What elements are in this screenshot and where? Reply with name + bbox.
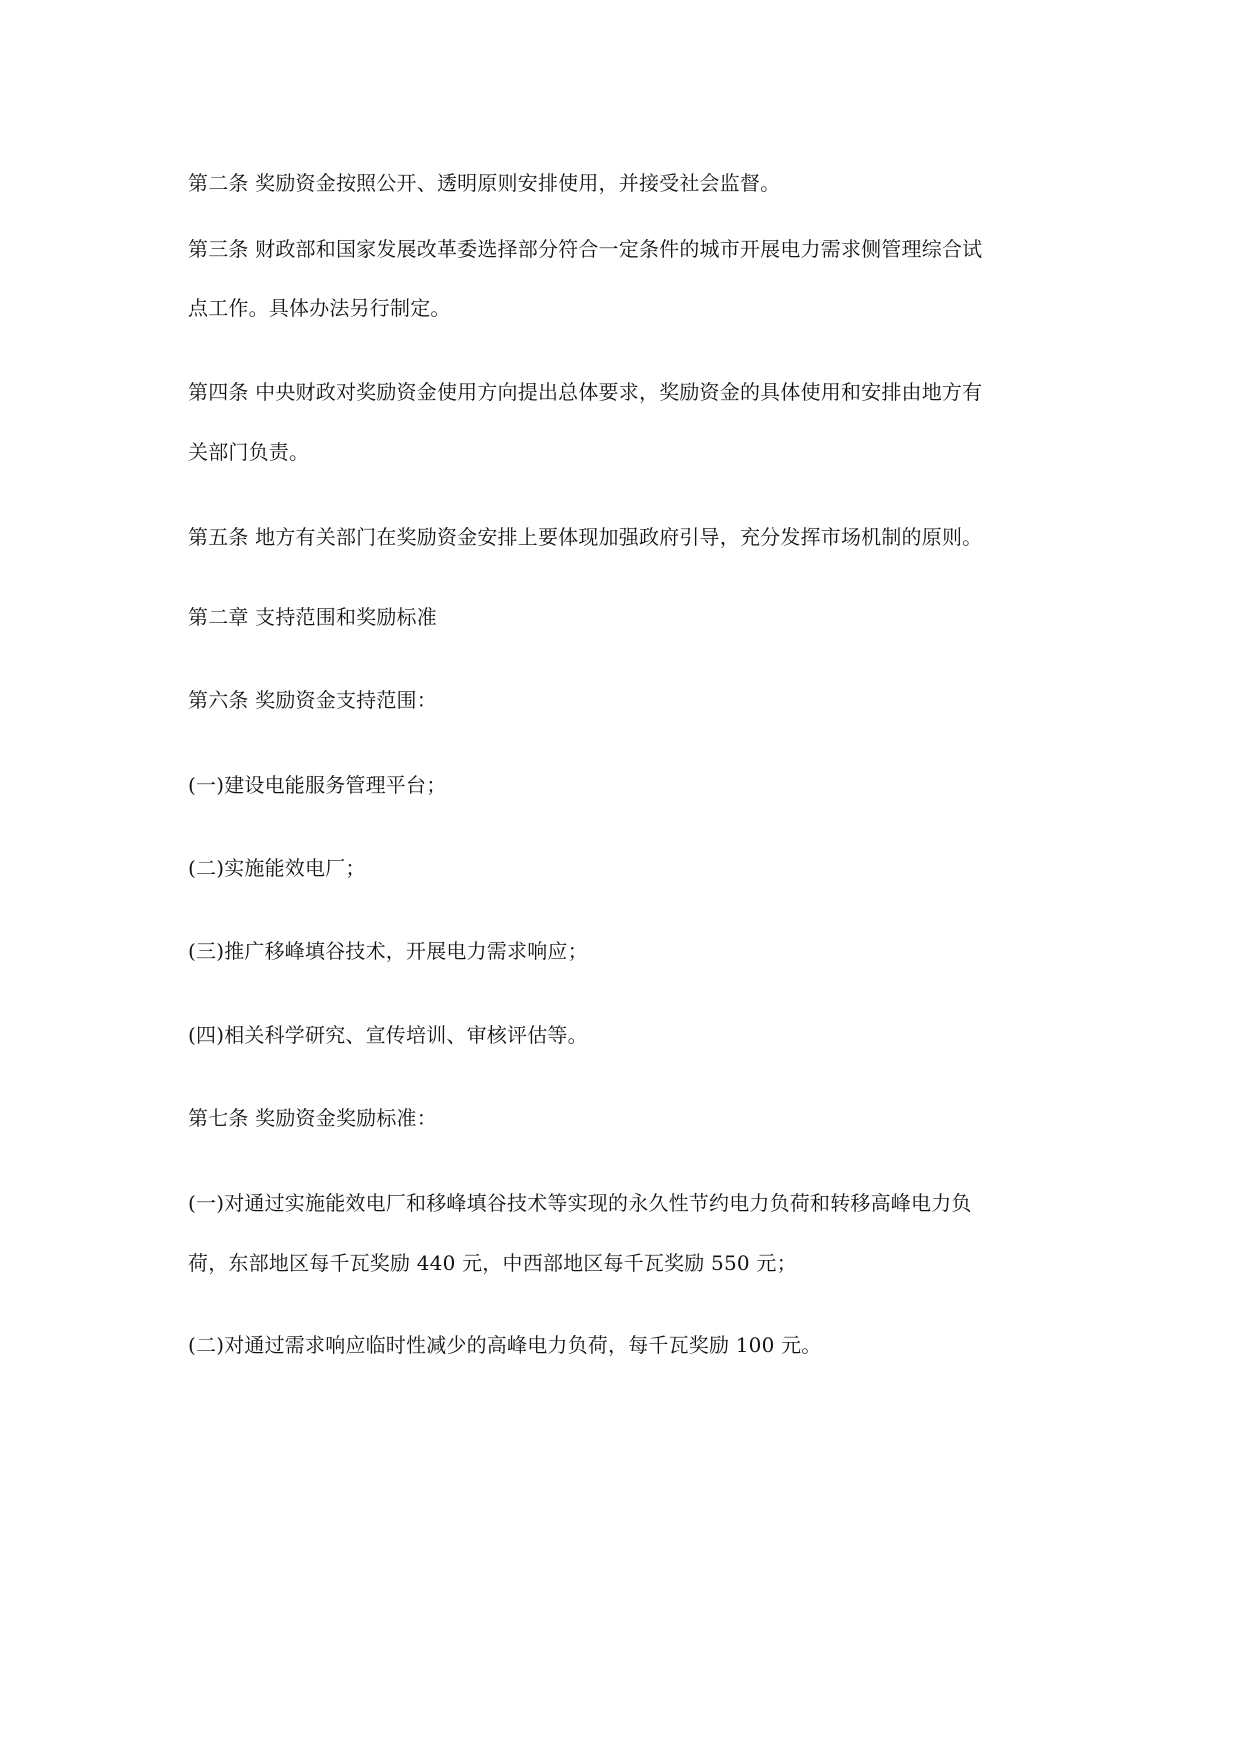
article-4-text-line-1: 第四条 中央财政对奖励资金使用方向提出总体要求，奖励资金的具体使用和安排由地方有 — [188, 380, 983, 404]
article-3-text-line-1: 第三条 财政部和国家发展改革委选择部分符合一定条件的城市开展电力需求侧管理综合试 — [188, 237, 983, 261]
article-6-item-2: (二)实施能效电厂； — [188, 856, 366, 880]
article-4-text-line-2: 关部门负责。 — [188, 440, 310, 464]
chapter-2-heading: 第二章 支持范围和奖励标准 — [188, 605, 437, 629]
article-6-item-4: (四)相关科学研究、宣传培训、审核评估等。 — [188, 1023, 588, 1047]
article-6-text: 第六条 奖励资金支持范围： — [188, 688, 437, 712]
article-6-item-1: (一)建设电能服务管理平台； — [188, 773, 447, 797]
article-7-text: 第七条 奖励资金奖励标准： — [188, 1106, 437, 1130]
article-3-text-line-2: 点工作。具体办法另行制定。 — [188, 296, 451, 320]
article-5-text: 第五条 地方有关部门在奖励资金安排上要体现加强政府引导，充分发挥市场机制的原则。 — [188, 525, 983, 549]
article-7-item-2: (二)对通过需求响应临时性减少的高峰电力负荷，每千瓦奖励 100 元。 — [188, 1333, 822, 1357]
article-7-item-1-line-1: (一)对通过实施能效电厂和移峰填谷技术等实现的永久性节约电力负荷和转移高峰电力负 — [188, 1191, 972, 1215]
article-6-item-3: (三)推广移峰填谷技术，开展电力需求响应； — [188, 939, 588, 963]
article-7-item-1-line-2: 荷，东部地区每千瓦奖励 440 元，中西部地区每千瓦奖励 550 元； — [188, 1251, 797, 1275]
article-2-text: 第二条 奖励资金按照公开、透明原则安排使用，并接受社会监督。 — [188, 171, 781, 195]
